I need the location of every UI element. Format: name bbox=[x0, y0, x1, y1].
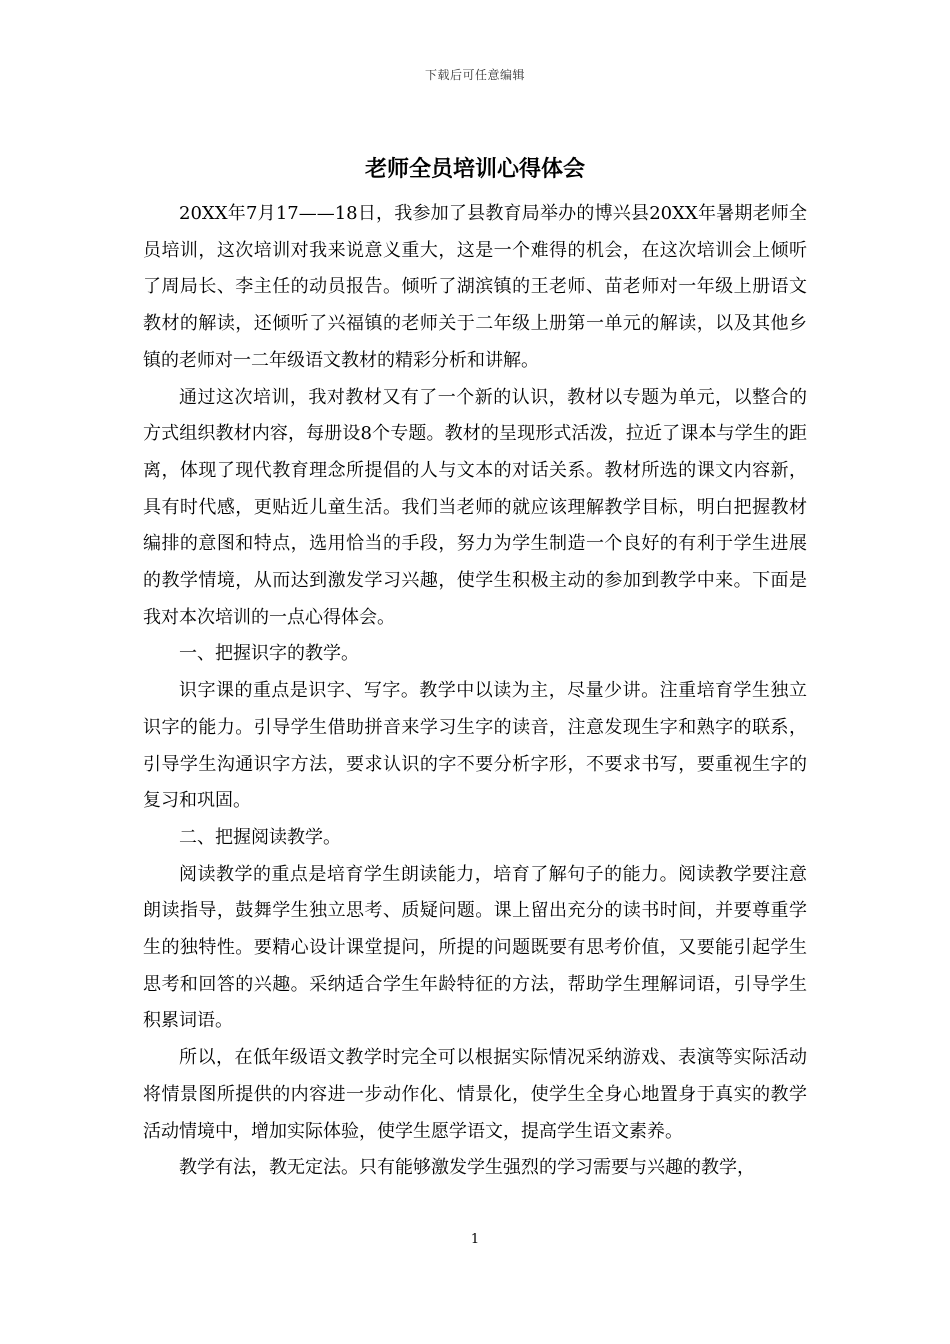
page-header-note: 下载后可任意编辑 bbox=[424, 68, 525, 82]
paragraph-intro: 20XX年7月17——18日，我参加了县教育局举办的博兴县20XX年暑期老师全员培训，这次培训对我来说意义重大，这是一个难得的机会，在这次培训会上倾听了周局长、李主任的动员报告。倾听了湖滨镇的王老师、苗老师对一年级上册语文教材的解读，还倾听了兴福镇的老师关于二年级上册第一单元的解读，以及其他乡镇的老师对一二年级语文教材的精彩分析和讲解。 bbox=[143, 203, 807, 371]
paragraph-reading: 阅读教学的重点是培育学生朗读能力，培育了解句子的能力。阅读教学要注意朗读指导，鼓舞学生独立思考、质疑问题。课上留出充分的读书时间，并要尊重学生的独特性。要精心设计课堂提问，所提的问题既要有思考价值，又要能引起学生思考和回答的兴趣。采纳适合学生年龄特征的方法，帮助学生理解词语，引导学生积累词语。 bbox=[143, 863, 807, 1032]
document-body bbox=[143, 196, 807, 1187]
paragraph-activities: 所以，在低年级语文教学时完全可以根据实际情况采纳游戏、表演等实际活动将情景图所提供的内容进一步动作化、情景化，使学生全身心地置身于真实的教学活动情境中，增加实际体验，使学生愿学语文，提高学生语文素养。 bbox=[143, 1047, 807, 1142]
section-heading-literacy: 一、把握识字的教学。 bbox=[179, 643, 359, 665]
paragraph-teaching-method: 教学有法，教无定法。只有能够激发学生强烈的学习需要与兴趣的教学， bbox=[179, 1157, 755, 1179]
section-heading-reading: 二、把握阅读教学。 bbox=[179, 826, 341, 848]
paragraph-textbook-understanding: 通过这次培训，我对教材又有了一个新的认识，教材以专题为单元，以整合的方式组织教材内容，每册设8个专题。教材的呈现形式活泼，拉近了课本与学生的距离，体现了现代教育理念所提倡的人与文本的对话关系。教材所选的课文内容新，具有时代感，更贴近儿童生活。我们当老师的就应该理解教学目标，明白把握教材编排的意图和特点，选用恰当的手段，努力为学生制造一个良好的有利于学生进展的教学情境，从而达到激发学习兴趣，使学生积极主动的参加到教学中来。下面是我对本次培训的一点心得体会。 bbox=[143, 386, 807, 628]
page-number: 1 bbox=[470, 1232, 480, 1247]
paragraph-literacy: 识字课的重点是识字、写字。教学中以读为主，尽量少讲。注重培育学生独立识字的能力。引导学生借助拼音来学习生字的读音，注意发现生字和熟字的联系，引导学生沟通识字方法，要求认识的字不要分析字形，不要求书写，要重视生字的复习和巩固。 bbox=[143, 680, 807, 812]
document-title: 老师全员培训心得体会 bbox=[364, 156, 585, 182]
